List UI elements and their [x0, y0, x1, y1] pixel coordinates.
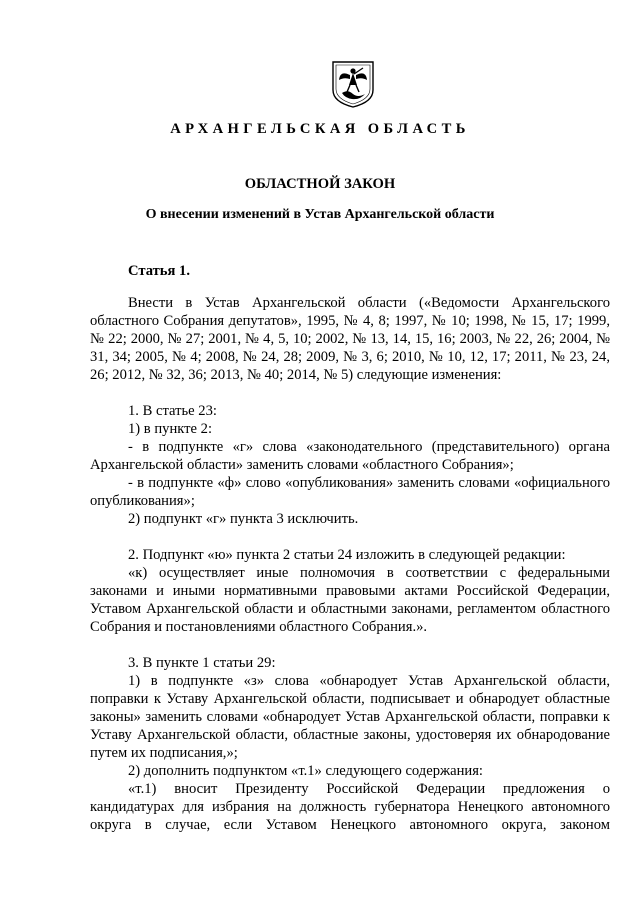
article-body — [90, 294, 610, 834]
document-subtitle: О внесении изменений в Устав Архангельской области — [145, 207, 495, 222]
paragraph: 2) дополнить подпунктом «т.1» следующего содержания: — [128, 763, 483, 779]
paragraph: «т.1) вносит Президенту Российской Федерации предложения о кандидатурах для избрания на должность губернатора Ненецкого автономного округа в случае, если Уставом Ненецкого автономного округа, законом — [90, 781, 610, 833]
article-heading: Статья 1. — [128, 263, 190, 279]
paragraph: 1) в подпункте «з» слова «обнародует Устав Архангельской области, поправки к Уставу Архангельской области, подписывает и обнародует областные законы» заменить словами «обнародует Устав Архангельской области, поправки к Уставу Архангельской области, областные законы, удостоверяя их обнародование путем их подписания,»; — [90, 673, 610, 761]
paragraph: 1) в пункте 2: — [128, 421, 213, 437]
paragraph: Внести в Устав Архангельской области («Ведомости Архангельского областного Собрания депутатов», 1995, № 4, 8; 1997, № 10; 1998, № 15, 17; 1999, № 22; 2000, № 27; 2001, № 4, 5, 10; 2002, № 13, 14, 15, 16; 2003, № 22, 26; 2004, № 31, 34; 2005, № 4; 2008, № 24, 28; 2009, № 3, 6; 2010, № 10, 12, 17; 2011, № 23, 24, 26; 2012, № 32, 36; 2013, № 40; 2014, № 5) следующие изменения: — [90, 295, 610, 383]
region-name: АРХАНГЕЛЬСКАЯ ОБЛАСТЬ — [170, 121, 470, 137]
paragraph: 2. Подпункт «ю» пункта 2 статьи 24 изложить в следующей редакции: — [128, 547, 566, 563]
paragraph: 1. В статье 23: — [128, 403, 217, 419]
paragraph: - в подпункте «ф» слово «опубликования» заменить словами «официального опубликования»; — [90, 475, 610, 509]
paragraph: 2) подпункт «г» пункта 3 исключить. — [128, 511, 359, 527]
document-title: ОБЛАСТНОЙ ЗАКОН — [244, 176, 396, 192]
coat-of-arms-icon — [330, 60, 376, 108]
paragraph: - в подпункте «г» слова «законодательного (представительного) органа Архангельской области» заменить словами «областного Собрания»; — [90, 439, 610, 473]
paragraph: «к) осуществляет иные полномочия в соответствии с федеральными законами и иными нормативными правовыми актами Российской Федерации, Уставом Архангельской области и областными законами, регламентом областного Собрания и постановлениями областного Собрания.». — [90, 565, 610, 635]
paragraph: 3. В пункте 1 статьи 29: — [128, 655, 276, 671]
